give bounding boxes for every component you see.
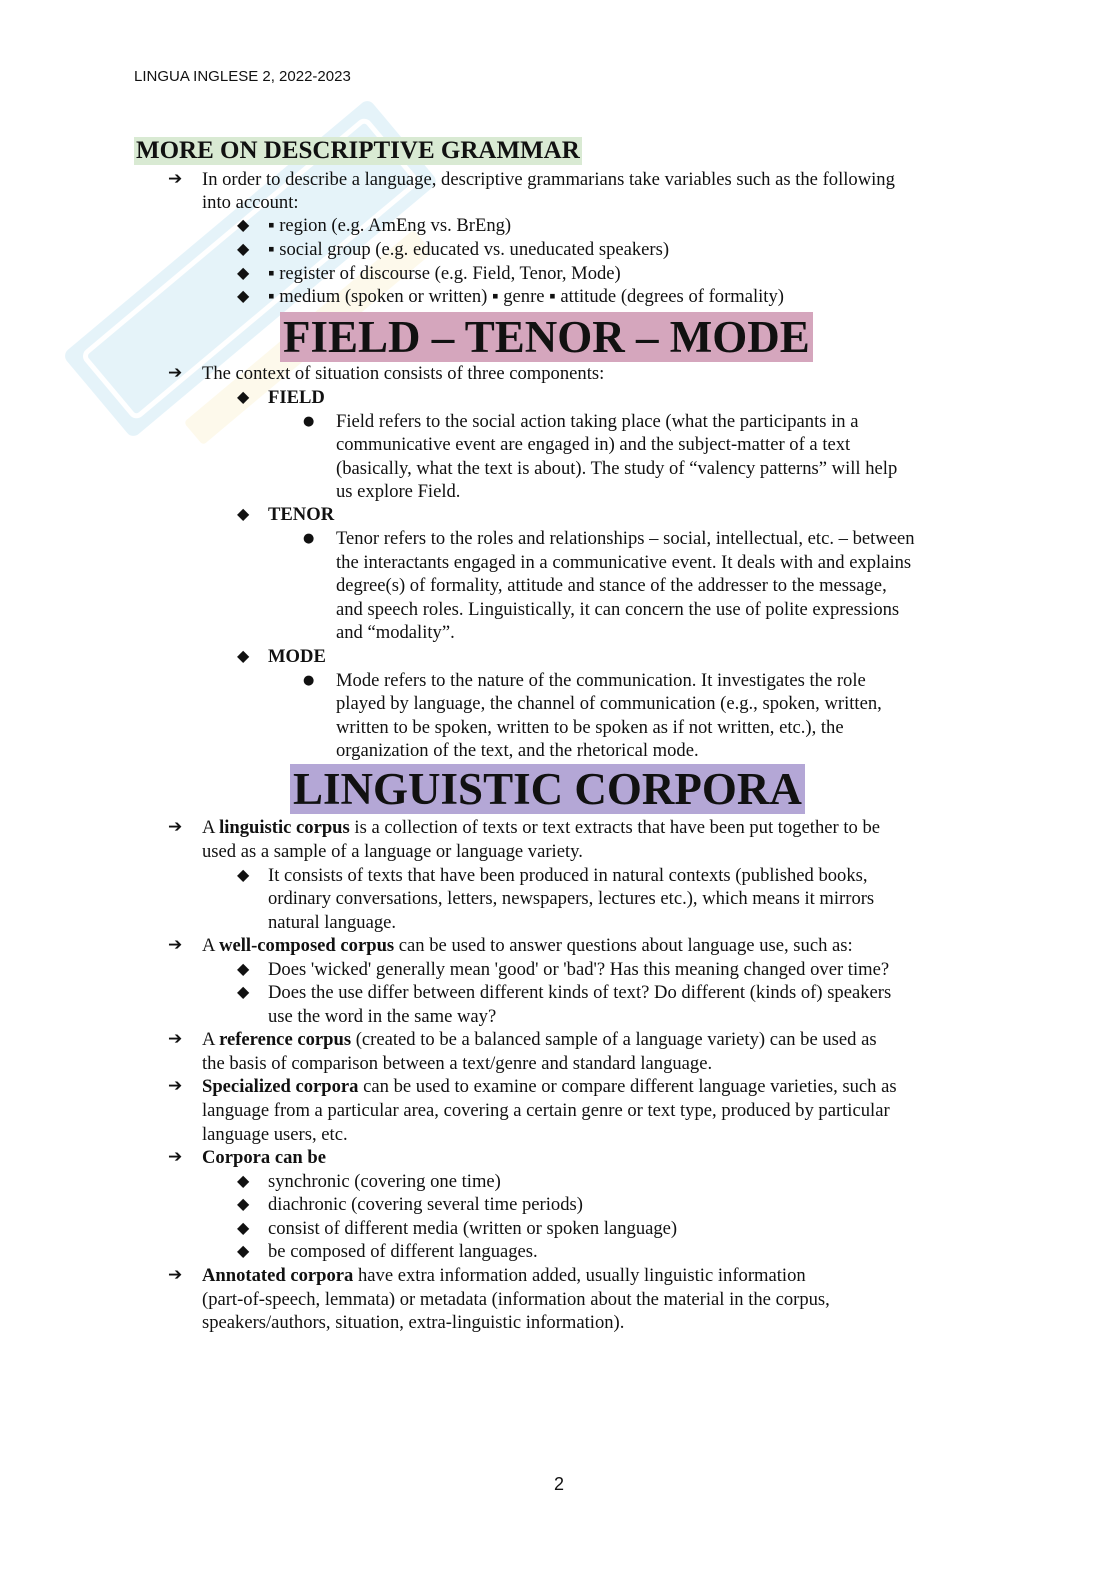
mode-text-line: played by language, the channel of communication (e.g., spoken, written, bbox=[336, 693, 882, 714]
field-text-line: communicative event are engaged in) and the subject-matter of a text bbox=[336, 434, 851, 455]
arrow-bullet-icon: ➔ bbox=[168, 1076, 183, 1096]
question-line: Does 'wicked' generally mean 'good' or 'bad'? Has this meaning changed over time? bbox=[268, 959, 890, 980]
diamond-bullet-icon: ◆ bbox=[237, 263, 250, 282]
arrow-bullet-icon: ➔ bbox=[168, 1147, 183, 1167]
section-heading-descriptive-grammar: MORE ON DESCRIPTIVE GRAMMAR bbox=[136, 137, 580, 164]
list-item: diachronic (covering several time periods) bbox=[268, 1194, 583, 1215]
reference-corpus-line: A reference corpus (created to be a balanced sample of a language variety) can be used as bbox=[202, 1029, 877, 1050]
reference-corpus-line: the basis of comparison between a text/genre and standard language. bbox=[202, 1053, 713, 1074]
page-header: LINGUA INGLESE 2, 2022-2023 bbox=[134, 68, 351, 85]
field-text-line: us explore Field. bbox=[336, 481, 461, 502]
arrow-bullet-icon: ➔ bbox=[168, 363, 183, 383]
corpus-definition-line: used as a sample of a language or language variety. bbox=[202, 841, 583, 862]
tenor-label: TENOR bbox=[268, 504, 335, 525]
list-item: consist of different media (written or spoken language) bbox=[268, 1218, 678, 1239]
annotated-corpora-line: Annotated corpora have extra information added, usually linguistic information bbox=[202, 1265, 806, 1286]
diamond-bullet-icon: ◆ bbox=[237, 1218, 250, 1237]
annotated-corpora-line: (part-of-speech, lemmata) or metadata (information about the material in the corpus, bbox=[202, 1289, 830, 1310]
page-number: 2 bbox=[553, 1474, 564, 1494]
field-text-line: Field refers to the social action taking place (what the participants in a bbox=[336, 411, 859, 432]
round-bullet-icon: ● bbox=[303, 531, 315, 546]
list-item: be composed of different languages. bbox=[268, 1241, 538, 1262]
specialized-corpora-line: language users, etc. bbox=[202, 1124, 348, 1145]
section1-intro-line: In order to describe a language, descriptive grammarians take variables such as the following bbox=[202, 169, 895, 190]
section1-intro-line: into account: bbox=[202, 192, 299, 213]
diamond-bullet-icon: ◆ bbox=[237, 982, 250, 1001]
list-item: synchronic (covering one time) bbox=[268, 1171, 501, 1192]
arrow-bullet-icon: ➔ bbox=[168, 817, 183, 837]
diamond-bullet-icon: ◆ bbox=[237, 1241, 250, 1260]
mode-label: MODE bbox=[268, 646, 326, 667]
diamond-bullet-icon: ◆ bbox=[237, 504, 250, 523]
diamond-bullet-icon: ◆ bbox=[237, 286, 250, 305]
field-label: FIELD bbox=[268, 387, 325, 408]
question-line: use the word in the same way? bbox=[268, 1006, 497, 1027]
arrow-bullet-icon: ➔ bbox=[168, 1029, 183, 1049]
arrow-bullet-icon: ➔ bbox=[168, 1265, 183, 1285]
diamond-bullet-icon: ◆ bbox=[237, 215, 250, 234]
round-bullet-icon: ● bbox=[303, 673, 315, 688]
list-item: ▪ region (e.g. AmEng vs. BrEng) bbox=[268, 215, 512, 236]
round-bullet-icon: ● bbox=[303, 414, 315, 429]
corpus-sub-line: It consists of texts that have been produced in natural contexts (published books, bbox=[268, 865, 868, 886]
tenor-text-line: and “modality”. bbox=[336, 622, 455, 643]
corpus-definition-line: A linguistic corpus is a collection of texts or text extracts that have been put together to be bbox=[202, 817, 881, 838]
tenor-text-line: Tenor refers to the roles and relationships – social, intellectual, etc. – between bbox=[336, 528, 915, 549]
tenor-text-line: the interactants engaged in a communicative event. It deals with and explains bbox=[336, 552, 912, 573]
diamond-bullet-icon: ◆ bbox=[237, 1194, 250, 1213]
diamond-bullet-icon: ◆ bbox=[237, 387, 250, 406]
tenor-text-line: degree(s) of formality, attitude and stance of the addresser to the message, bbox=[336, 575, 887, 596]
section-heading-linguistic-corpora: LINGUISTIC CORPORA bbox=[290, 764, 805, 814]
specialized-corpora-line: Specialized corpora can be used to examine or compare different language varieties, such as bbox=[202, 1076, 897, 1097]
list-item: ▪ social group (e.g. educated vs. uneducated speakers) bbox=[268, 239, 670, 260]
arrow-bullet-icon: ➔ bbox=[168, 935, 183, 955]
diamond-bullet-icon: ◆ bbox=[237, 239, 250, 258]
well-composed-line: A well-composed corpus can be used to answer questions about language use, such as: bbox=[202, 935, 853, 956]
question-line: Does the use differ between different kinds of text? Do different (kinds of) speakers bbox=[268, 982, 892, 1003]
list-item: ▪ register of discourse (e.g. Field, Tenor, Mode) bbox=[268, 263, 621, 284]
section2-intro: The context of situation consists of three components: bbox=[202, 363, 605, 384]
annotated-corpora-line: speakers/authors, situation, extra-linguistic information). bbox=[202, 1312, 625, 1333]
list-item: ▪ medium (spoken or written) ▪ genre ▪ attitude (degrees of formality) bbox=[268, 286, 784, 307]
arrow-bullet-icon: ➔ bbox=[168, 169, 183, 189]
field-text-line: (basically, what the text is about). The study of “valency patterns” will help bbox=[336, 458, 898, 479]
mode-text-line: organization of the text, and the rhetorical mode. bbox=[336, 740, 699, 761]
section-heading-field-tenor-mode: FIELD – TENOR – MODE bbox=[280, 312, 813, 362]
corpora-can-be-label: Corpora can be bbox=[202, 1147, 326, 1168]
diamond-bullet-icon: ◆ bbox=[237, 959, 250, 978]
mode-text-line: Mode refers to the nature of the communication. It investigates the role bbox=[336, 670, 866, 691]
specialized-corpora-line: language from a particular area, covering a certain genre or text type, produced by particular bbox=[202, 1100, 890, 1121]
tenor-text-line: and speech roles. Linguistically, it can concern the use of polite expressions bbox=[336, 599, 900, 620]
corpus-sub-line: ordinary conversations, letters, newspapers, lectures etc.), which means it mirrors bbox=[268, 888, 875, 909]
diamond-bullet-icon: ◆ bbox=[237, 646, 250, 665]
diamond-bullet-icon: ◆ bbox=[237, 1171, 250, 1190]
mode-text-line: written to be spoken, written to be spoken as if not written, etc.), the bbox=[336, 717, 844, 738]
diamond-bullet-icon: ◆ bbox=[237, 865, 250, 884]
corpus-sub-line: natural language. bbox=[268, 912, 397, 933]
